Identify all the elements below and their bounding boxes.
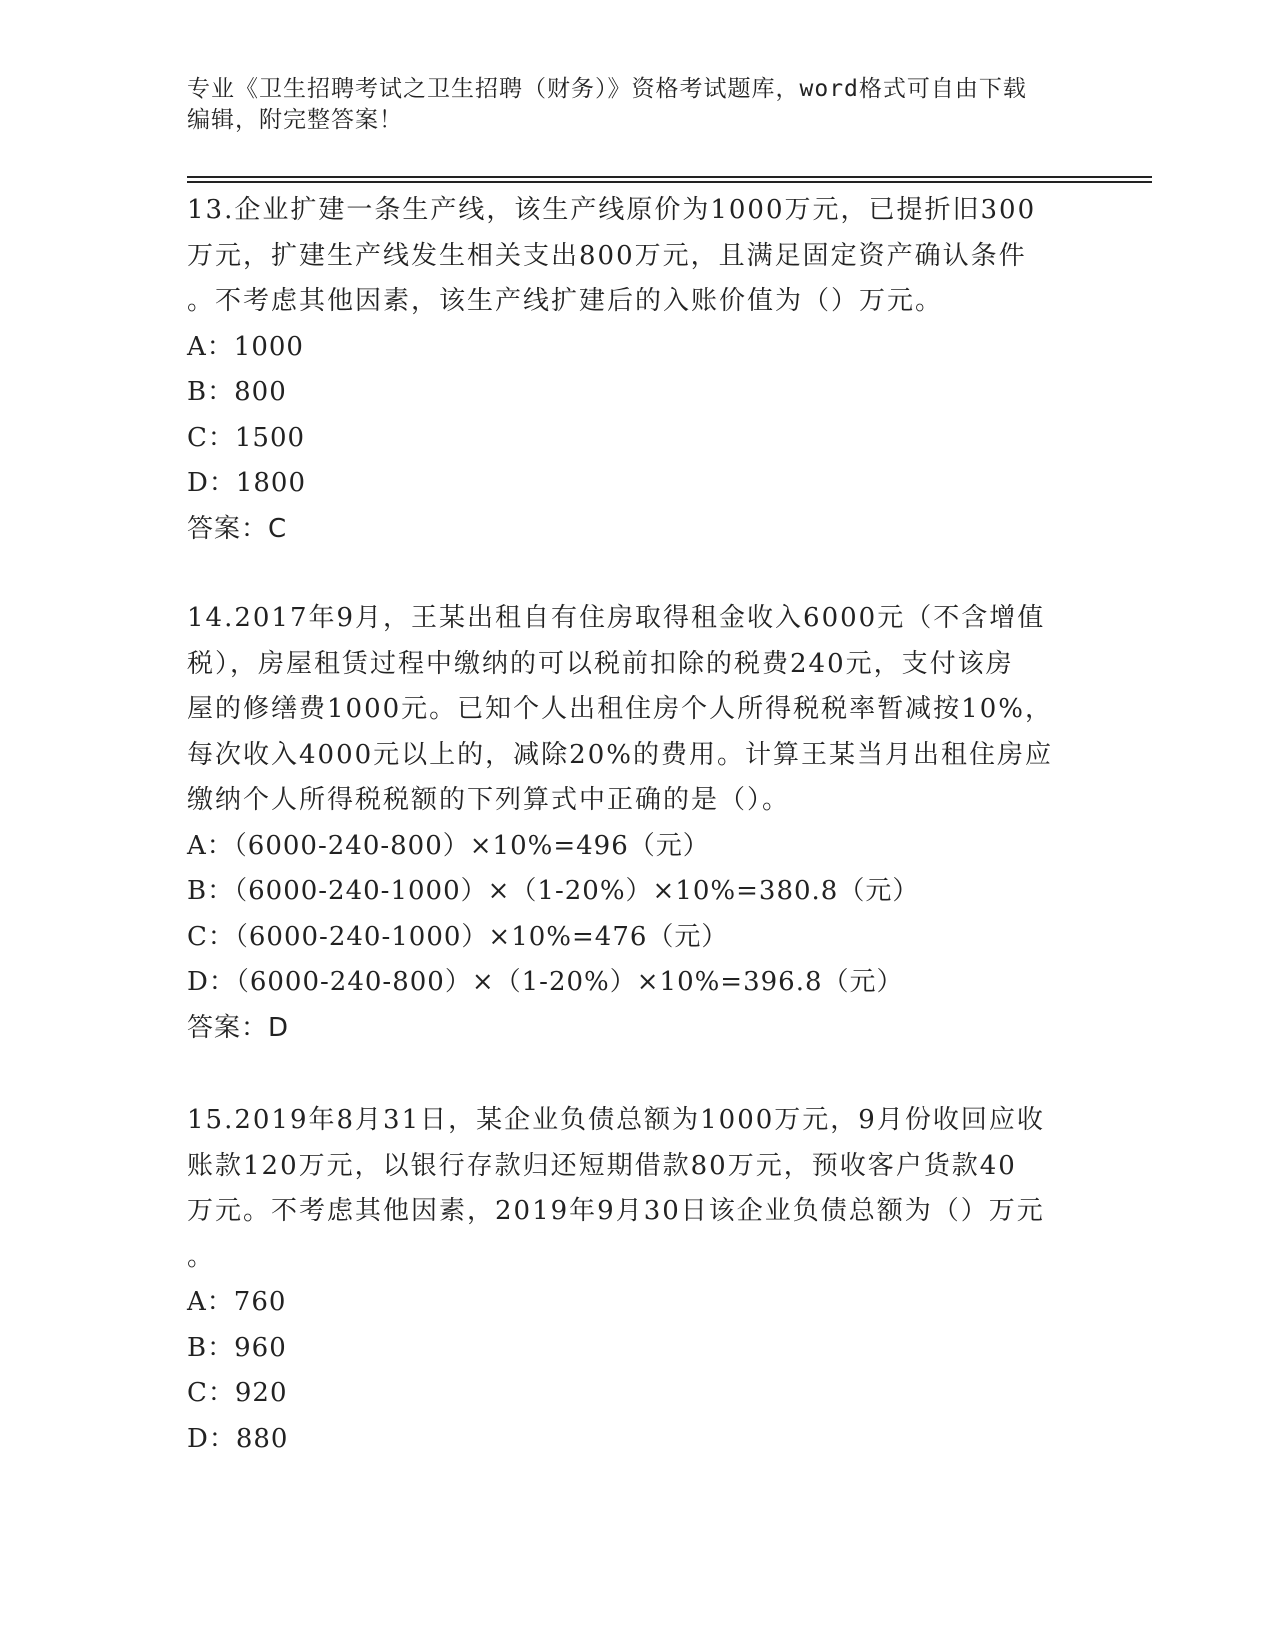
question-14	[187, 596, 1087, 1051]
question-13	[187, 188, 1087, 552]
question-15	[187, 1098, 1087, 1462]
option-b: B：800	[187, 377, 287, 407]
header-line-2: 编辑，附完整答案！	[187, 107, 403, 133]
option-c: C：1500	[187, 422, 306, 453]
question-stem	[187, 188, 1087, 325]
question-stem-line: 税），房屋租赁过程中缴纳的可以税前扣除的税费240元，支付该房	[187, 648, 1014, 679]
option-b: B：（6000-240-1000）×（1-20%）×10%=380.8（元）	[187, 876, 920, 906]
question-stem	[187, 596, 1087, 824]
header-line-1: 专业《卫生招聘考试之卫生招聘（财务）》资格考试题库，word格式可自由下载	[187, 76, 1027, 102]
answer-text: 答案：C	[187, 513, 288, 544]
option-c: C：（6000-240-1000）×10%=476（元）	[187, 921, 729, 952]
option-c: C：920	[187, 1378, 288, 1408]
option-a: A：1000	[187, 331, 304, 362]
document-header	[187, 74, 1087, 136]
question-stem	[187, 1098, 1087, 1280]
question-stem-line: 15.2019年8月31日，某企业负债总额为1000万元，9月份收回应收	[187, 1105, 1045, 1135]
question-stem-line: 13.企业扩建一条生产线，该生产线原价为1000万元，已提折旧300	[187, 195, 1037, 225]
question-stem-line: 。不考虑其他因素，该生产线扩建后的入账价值为（）万元。	[187, 286, 944, 316]
question-stem-line: 每次收入4000元以上的，减除20%的费用。计算王某当月出租住房应	[187, 739, 1053, 770]
question-stem-line: 14.2017年9月，王某出租自有住房取得租金收入6000元（不含增值	[187, 603, 1046, 633]
question-stem-line: 屋的修缮费1000元。已知个人出租住房个人所得税税率暂减按10%，	[187, 694, 1053, 724]
answer-text: 答案：D	[187, 1012, 290, 1043]
question-stem-line: 账款120万元，以银行存款归还短期借款80万元，预收客户货款40	[187, 1150, 1017, 1181]
option-a: A：760	[187, 1287, 287, 1317]
option-b: B：960	[187, 1332, 287, 1363]
option-a: A：（6000-240-800）×10%=496（元）	[187, 830, 710, 861]
option-d: D：880	[187, 1423, 289, 1454]
option-d: D：（6000-240-800）×（1-20%）×10%=396.8（元）	[187, 967, 904, 997]
question-stem-line: 。	[187, 1241, 216, 1272]
header-divider-top	[187, 176, 1152, 178]
question-stem-line: 缴纳个人所得税税额的下列算式中正确的是（）。	[187, 785, 791, 815]
question-stem-line: 万元。不考虑其他因素，2019年9月30日该企业负债总额为（）万元	[187, 1196, 1045, 1226]
option-d: D：1800	[187, 468, 307, 498]
header-divider-bottom	[187, 181, 1152, 183]
question-stem-line: 万元，扩建生产线发生相关支出800万元，且满足固定资产确认条件	[187, 240, 1027, 271]
